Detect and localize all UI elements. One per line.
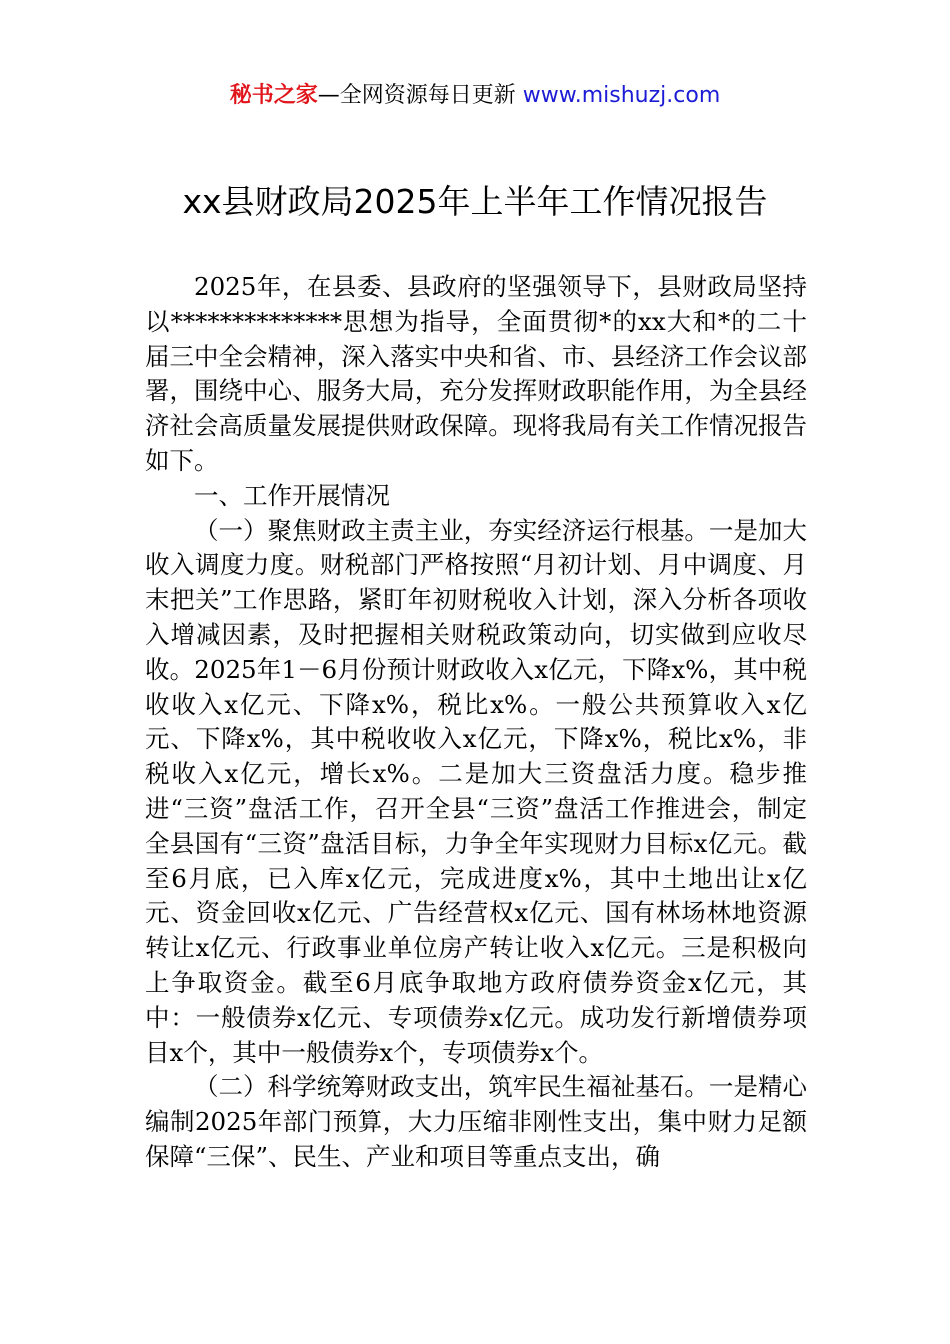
site-tagline: —全网资源每日更新: [317, 83, 523, 108]
body-paragraph: （一）聚焦财政主责主业，夯实经济运行根基。一是加大收入调度力度。财税部门严格按照“月初计划、月中调度、月末把关”工作思路，紧盯年初财税收入计划，深入分析各项收入增减因素，及时把握相关财税政策动向，切实做到应收尽收。2025年1－6月份预计财政收入x亿元，下降x%，其中税收收入x亿元、下降x%，税比x%。一般公共预算收入x亿元、下降x%，其中税收收入x亿元，下降x%，税比x%，非税收入x亿元，增长x%。二是加大三资盘活力度。稳步推进“三资”盘活工作，召开全县“三资”盘活工作推进会，制定全县国有“三资”盘活目标，力争全年实现财力目标x亿元。截至6月底，已入库x亿元，完成进度x%，其中土地出让x亿元、资金回收x亿元、广告经营权x亿元、国有林场林地资源转让x亿元、行政事业单位房产转让收入x亿元。三是积极向上争取资金。截至6月底争取地方政府债券资金x亿元，其中：一般债券x亿元、专项债券x亿元。成功发行新增债券项目x个，其中一般债券x个，专项债券x个。: [145, 515, 807, 1067]
section-heading: 一、工作开展情况: [194, 480, 390, 510]
document-title: xx县财政局2025年上半年工作情况报告: [182, 182, 768, 221]
site-url-link[interactable]: www.mishuzj.com: [522, 83, 721, 108]
site-header: [0, 80, 950, 112]
body-paragraph: （二）科学统筹财政支出，筑牢民生福祉基石。一是精心编制2025年部门预算，大力压缩非刚性支出，集中财力足额保障“三保”、民生、产业和项目等重点支出，确: [145, 1072, 807, 1171]
document-body: [145, 270, 807, 1175]
site-name: 秘书之家: [229, 83, 318, 108]
intro-paragraph: 2025年，在县委、县政府的坚强领导下，县财政局坚持以**************思想为指导，全面贯彻*的xx大和*的二十届三中全会精神，深入落实中央和省、市、县经济工作会议部署，围绕中心、服务大局，充分发挥财政职能作用，为全县经济社会高质量发展提供财政保障。现将我局有关工作情况报告如下。: [145, 272, 807, 475]
